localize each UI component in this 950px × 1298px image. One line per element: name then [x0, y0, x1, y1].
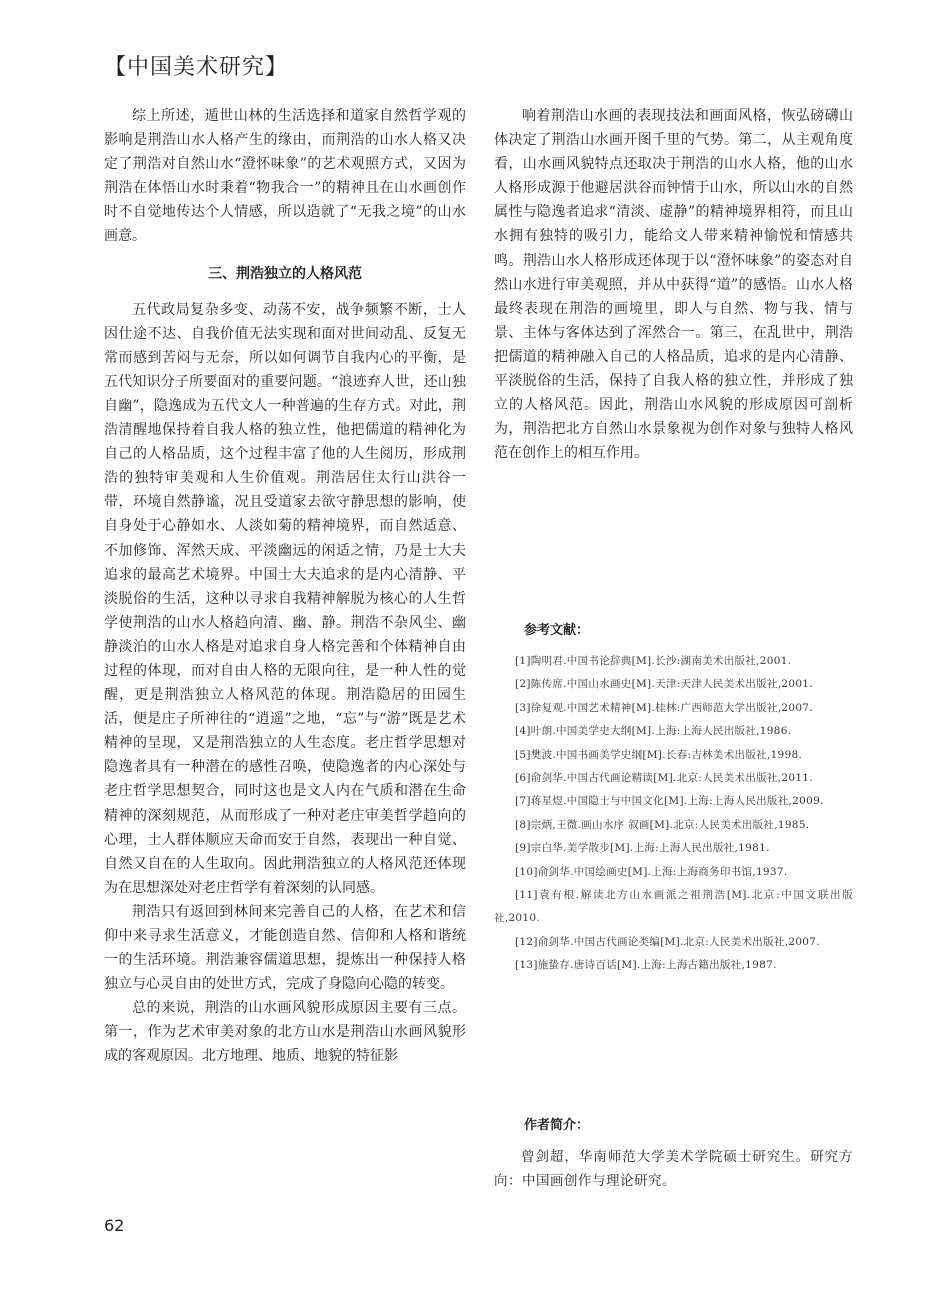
body-paragraph: 响着荆浩山水画的表现技法和画面风格，恢弘磅礴山体决定了荆浩山水画开图千里的气势。第二，从主观角度看，山水画风貌特点还取决于荆浩的山水人格，他的山水人格形成源于他避居洪谷而钟情于山水，所以山水的自然属性与隐逸者追求“清淡、虚静”的精神境界相符，而且山水拥有独特的吸引力，能给文人带来精神愉悦和情感共鸣。荆浩山水人格形成还体现于以“澄怀味象”的姿态对自然山水进行审美观照，并从中获得“道”的感悟。山水人格最终表现在荆浩的画境里，即人与自然、物与我、情与景、主体与客体达到了浑然合一。第三，在乱世中，荆浩把儒道的精神融入自己的人格品质，追求的是内心清静、平淡脱俗的生活，保持了自我人格的独立性，并形成了独立的人格风范。因此，荆浩山水风貌的形成原因可剖析为，荆浩把北方自然山水景象视为创作对象与独特人格风范在创作上的相互作用。 — [494, 108, 853, 462]
right-column — [494, 104, 853, 465]
page-number: 62 — [104, 1216, 125, 1235]
body-paragraph: 五代政局复杂多变、动荡不安，战争频繁不断，士人因仕途不达、自我价值无法实现和面对世间动乱、反复无常而感到苦闷与无奈，所以如何调节自我内心的平衡，是五代知识分子所要面对的重要问题。“浪迹弃人世，还山独自幽”，隐逸成为五代文人一种普遍的生存方式。对此，荆浩清醒地保持着自我人格的独立性，他把儒道的精神化为自己的人格品质，这个过程丰富了他的人生阅历，形成荆浩的独特审美观和人生价值观。荆浩居住太行山洪谷一带，环境自然静谧，况且受道家去欲守静思想的影响，使自身处于心静如水、人淡如菊的精神境界，而自然适意、不加修饰、浑然天成、平淡幽远的闲适之情，乃是士大夫追求的最高艺术境界。中国士大夫追求的是内心清静、平淡脱俗的生活，这种以寻求自我精神解脱为核心的人生哲学使荆浩的山水人格趋向清、幽、静。荆浩不杂风尘、幽静淡泊的山水人格是对追求自身人格完善和个体精神自由过程的体现，而对自由人格的无限向往，是一种人性的觉醒，更是荆浩独立人格风范的体现。荆浩隐居的田园生活，便是庄子所神往的“逍遥”之地，“忘”与“游”既是艺术精神的呈现，又是荆浩独立的人生态度。老庄哲学思想对隐逸者具有一种潜在的感性召唤，使隐逸者的内心深处与老庄哲学思想契合，同时这也是文人内在气质和潜在生命精神的深刻规范，从而形成了一种对老庄审美哲学趋向的心理，士人群体顺应天命而安于自然，表现出一种自觉、自然又自在的人生取向。因此荆浩独立的人格风范还体现为在思想深处对老庄哲学有着深刻的认同感。 — [104, 301, 466, 896]
reference-item: [11]袁有根.解读北方山水画派之祖荆浩[M].北京:中国文联出版社,2010. — [494, 889, 853, 925]
left-column — [104, 104, 466, 1069]
author-title: 作者简介： — [524, 1118, 590, 1133]
reference-item: [6]俞剑华.中国古代画论精读[M].北京:人民美术出版社,2011. — [515, 772, 813, 785]
body-paragraph: 综上所述，遁世山林的生活选择和道家自然哲学观的影响是荆浩山水人格产生的缘由，而荆浩的山水人格又决定了荆浩对自然山水“澄怀味象”的艺术观照方式，又因为荆浩在体悟山水时秉着“物我合一”的精神且在山水画创作时不自觉地传达个人情感，所以造就了“无我之境”的山水画意。 — [104, 108, 466, 245]
reference-item: [9]宗白华.美学散步[M].上海:上海人民出版社,1981. — [515, 842, 770, 855]
section-heading: 三、荆浩独立的人格风范 — [208, 265, 362, 282]
reference-item: [3]徐复观.中国艺术精神[M].桂林:广西师范大学出版社,2007. — [515, 701, 813, 714]
reference-item: [7]蒋星煜.中国隐士与中国文化[M].上海:上海人民出版社,2009. — [515, 795, 824, 808]
body-paragraph: 荆浩只有返回到林间来完善自己的人格，在艺术和信仰中来寻求生活意义，才能创造自然、信仰和人格和谐统一的生活环境。荆浩兼容儒道思想，提炼出一种保持人格独立与心灵自由的处世方式，完成了身隐向心隐的转变。 — [104, 903, 466, 993]
author-section — [494, 1115, 853, 1193]
body-paragraph: 总的来说，荆浩的山水画风貌形成原因主要有三点。第一，作为艺术审美对象的北方山水是荆浩山水画风貌形成的客观原因。北方地理、地质、地貌的特征影 — [104, 1000, 466, 1065]
reference-item: [1]陶明君.中国书论辞典[M].长沙:湖南美术出版社,2001. — [515, 655, 792, 667]
references-section — [494, 620, 853, 978]
reference-item: [5]樊波.中国书画美学史纲[M].长春:吉林美术出版社,1998. — [515, 748, 803, 761]
author-bio: 曾剑超，华南师范大学美术学院硕士研究生。研究方向：中国画创作与理论研究。 — [494, 1149, 853, 1189]
reference-item: [4]叶朗.中国美学史大纲[M].上海:上海人民出版社,1986. — [515, 725, 792, 738]
references-title: 参考文献： — [524, 623, 590, 638]
reference-item: [13]施蛰存.唐诗百话[M].上海:上海古籍出版社,1987. — [515, 959, 777, 972]
reference-item: [12]俞剑华.中国古代画论类编[M].北京:人民美术出版社,2007. — [515, 935, 820, 948]
journal-header: 【中国美术研究】 — [104, 55, 289, 80]
reference-item: [10]俞剑华.中国绘画史[M].上海:上海商务印书馆,1937. — [515, 865, 788, 878]
reference-item: [2]陈传席.中国山水画史[M].天津:天津人民美术出版社,2001. — [515, 678, 813, 691]
reference-item: [8]宗炳,王微.画山水序 叙画[M].北京:人民美术出版社,1985. — [515, 818, 810, 831]
